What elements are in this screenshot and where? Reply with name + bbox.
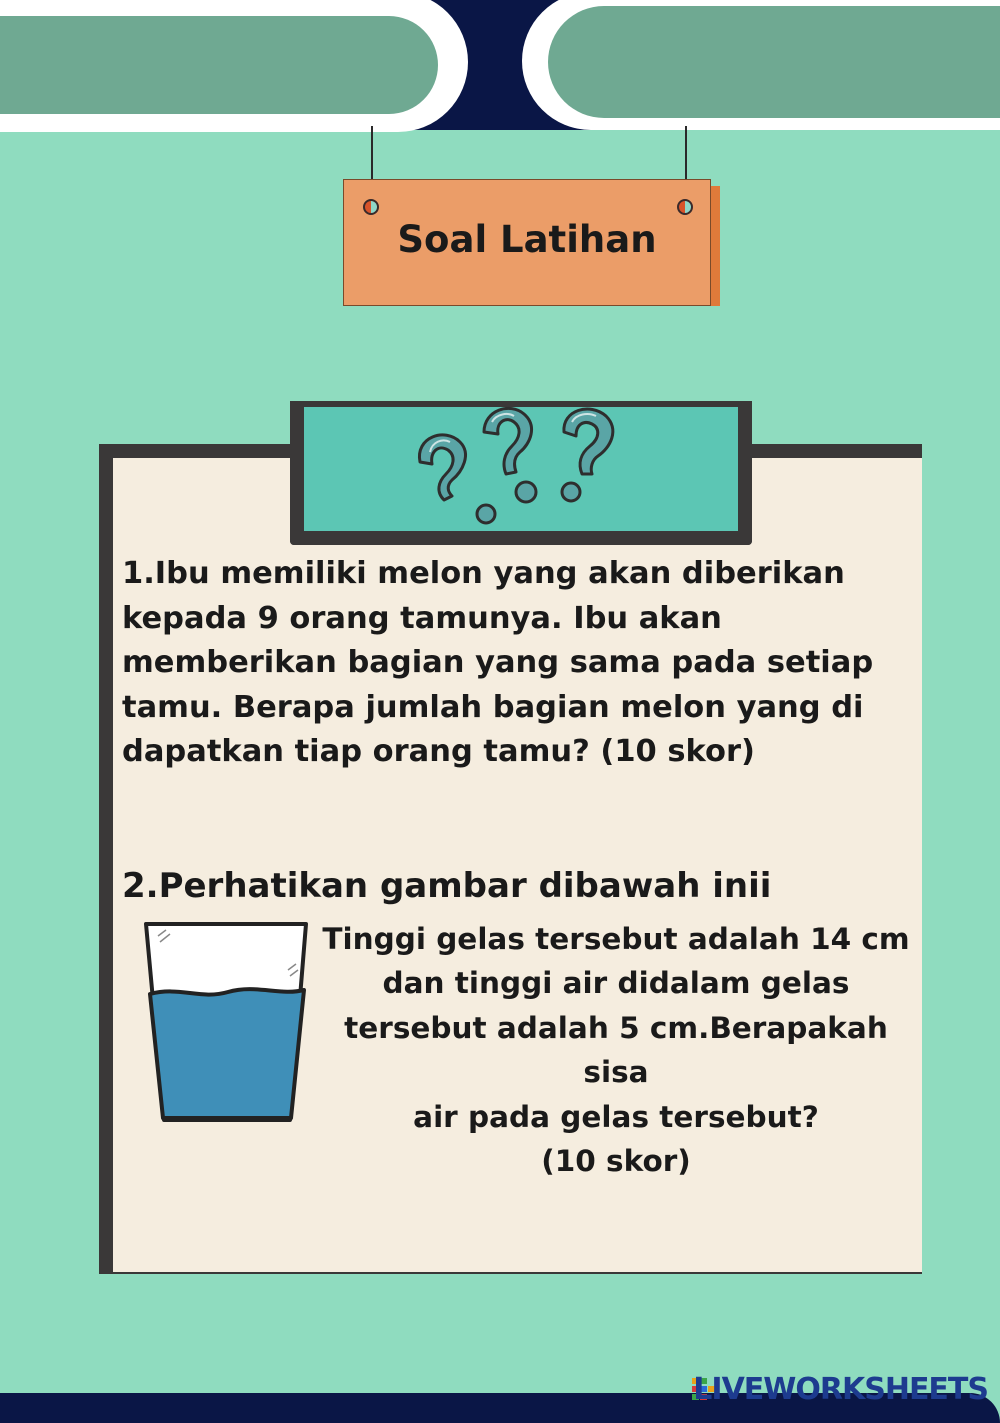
page-title: Soal Latihan: [397, 218, 657, 261]
question-2-text: Tinggi gelas tersebut adalah 14 cm dan tinggi air didalam gelas tersebut adalah 5 cm.Berapakah sisa air pada gelas tersebut? (10 skor): [322, 922, 910, 1179]
question-marks-icon: [400, 392, 640, 532]
liveworksheets-brand[interactable]: LIVEWORKSHEETS: [693, 1372, 988, 1407]
water-glass-icon: [140, 918, 312, 1128]
question-1-text: 1.Ibu memiliki melon yang akan diberikan kepada 9 orang tamunya. Ibu akan memberikan bagian yang sama pada setiap tamu. Berapa jumlah bagian melon yang di dapatkan tiap orang tamu? (10 skor): [122, 556, 874, 770]
title-sign: [343, 179, 711, 306]
nail-icon: [677, 199, 693, 215]
question-2-title: 2.Perhatikan gambar dibawah inii: [122, 866, 772, 906]
top-right-pill: [548, 6, 1000, 118]
top-left-pill: [0, 16, 438, 114]
nail-icon: [363, 199, 379, 215]
